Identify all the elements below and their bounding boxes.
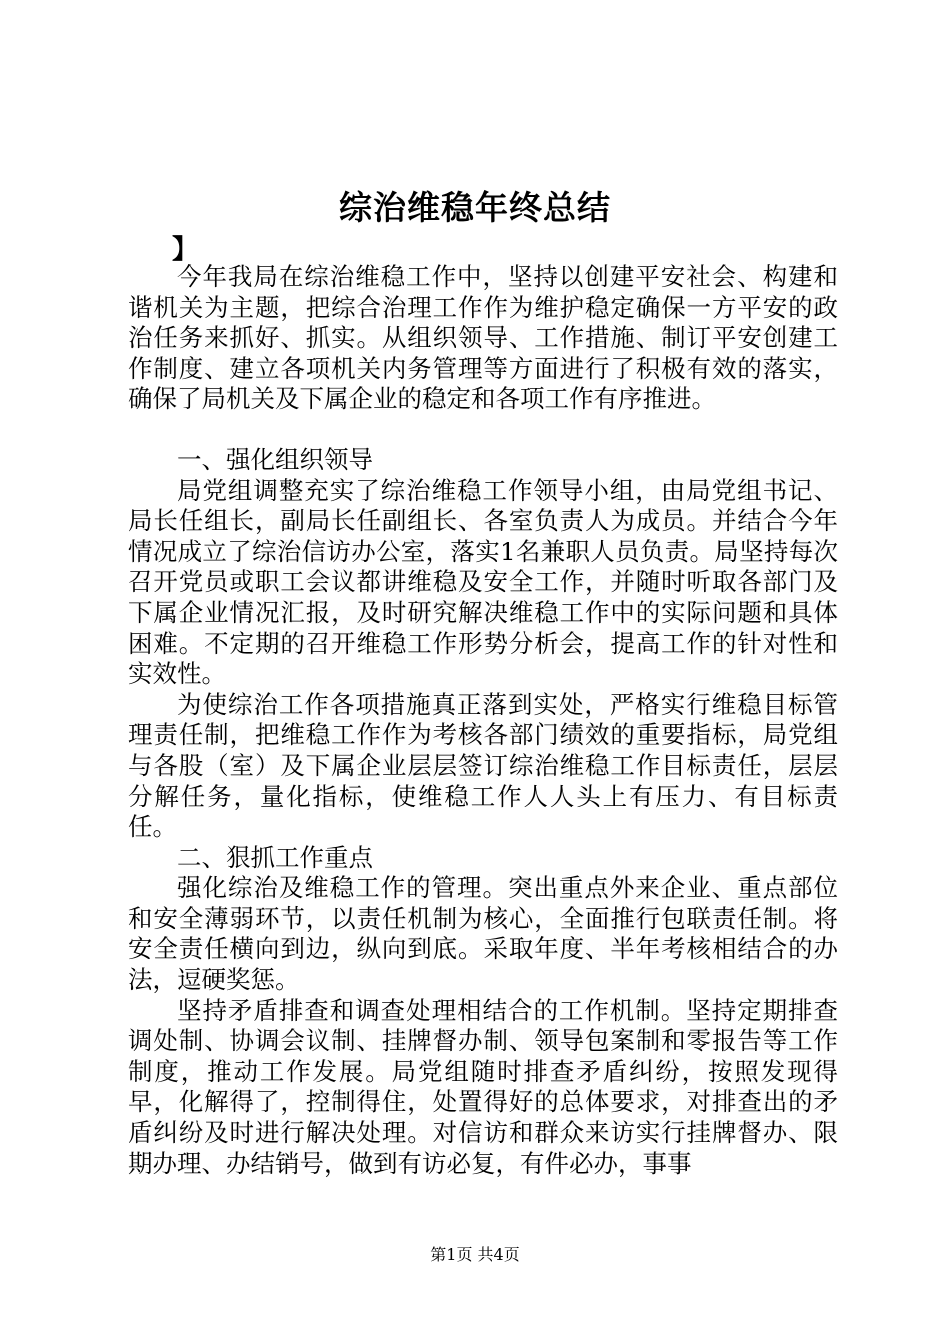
document-body: [128, 262, 838, 1179]
document-title: 综治维稳年终总结: [339, 188, 611, 227]
section-heading-1: 一、强化组织领导: [177, 444, 373, 474]
intro-paragraph: 今年我局在综治维稳工作中，坚持以创建平安社会、构建和谐机关为主题，把综合治理工作作为维护稳定确保一方平安的政治任务来抓好、抓实。从组织领导、工作措施、制订平安创建工作制度、建立各项机关内务管理等方面进行了积极有效的落实，确保了局机关及下属企业的稳定和各项工作有序推进。: [128, 262, 838, 414]
bracket-mark: 】: [172, 235, 199, 265]
body-paragraph: 为使综治工作各项措施真正落到实处，严格实行维稳目标管理责任制，把维稳工作作为考核各部门绩效的重要指标，局党组与各股（室）及下属企业层层签订综治维稳工作目标责任，层层分解任务，量化指标，使维稳工作人人头上有压力、有目标责任。: [128, 689, 838, 842]
body-paragraph: 局党组调整充实了综治维稳工作领导小组，由局党组书记、局长任组长，副局长任副组长、各室负责人为成员。并结合今年情况成立了综治信访办公室，落实1名兼职人员负责。局坚持每次召开党员或职工会议都讲维稳及安全工作，并随时听取各部门及下属企业情况汇报，及时研究解决维稳工作中的实际问题和具体困难。不定期的召开维稳工作形势分析会，提高工作的针对性和实效性。: [128, 475, 838, 689]
body-paragraph: 强化综治及维稳工作的管理。突出重点外来企业、重点部位和安全薄弱环节，以责任机制为核心，全面推行包联责任制。将安全责任横向到边，纵向到底。采取年度、半年考核相结合的办法，逗硬奖惩。: [128, 873, 838, 995]
body-paragraph: 坚持矛盾排查和调查处理相结合的工作机制。坚持定期排查调处制、协调会议制、挂牌督办制、领导包案制和零报告等工作制度，推动工作发展。局党组随时排查矛盾纠纷，按照发现得早，化解得了，控制得住，处置得好的总体要求，对排查出的矛盾纠纷及时进行解决处理。对信访和群众来访实行挂牌督办、限期办理、办结销号，做到有访必复，有件必办，事事: [128, 995, 838, 1178]
section-heading-2: 二、狠抓工作重点: [177, 842, 373, 872]
page-number-footer: 第1页 共4页: [430, 1245, 520, 1264]
